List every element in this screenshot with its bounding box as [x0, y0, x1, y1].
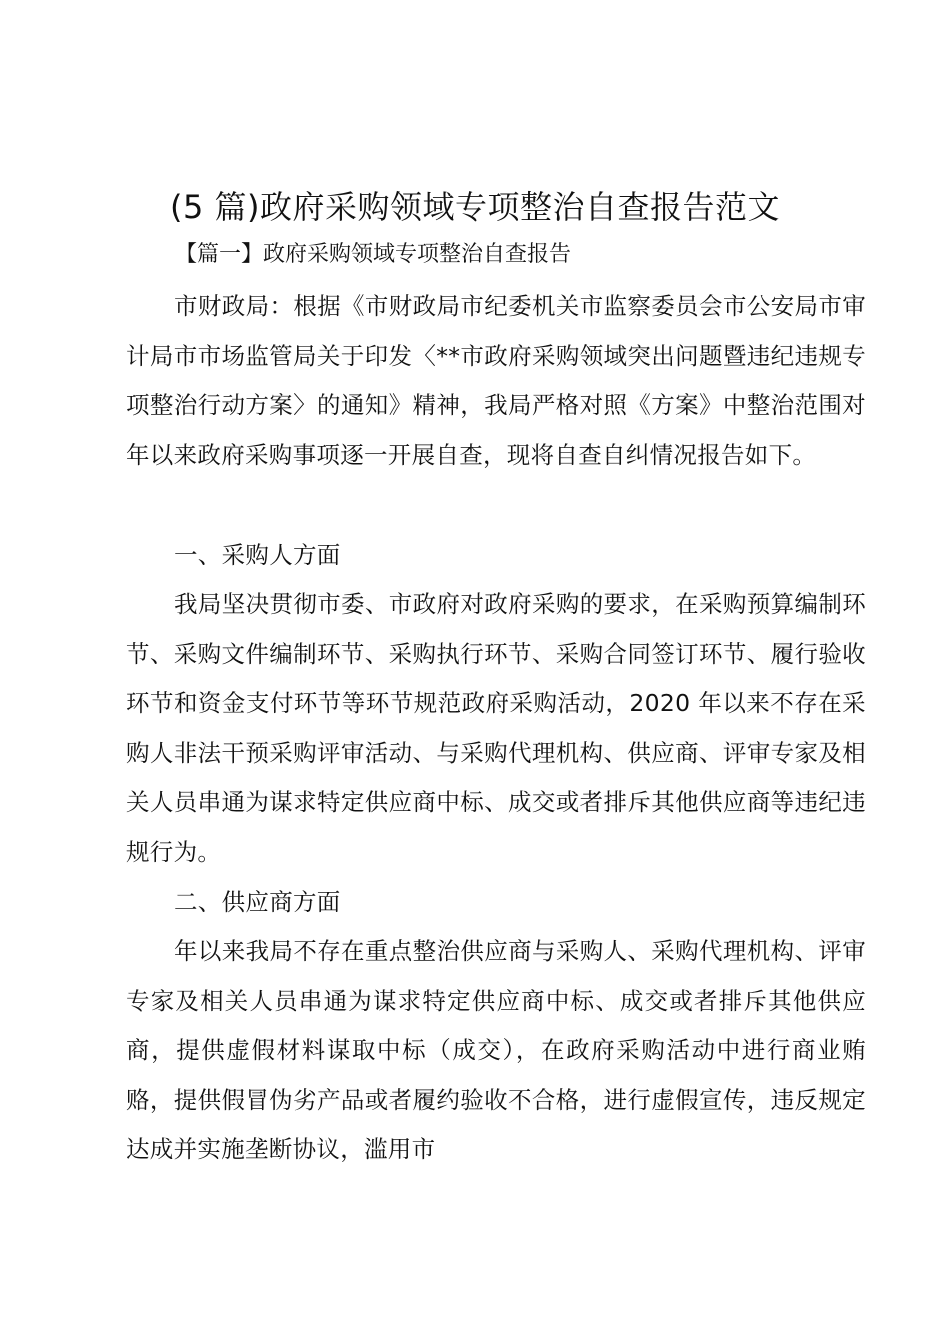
document-title: (5 篇)政府采购领域专项整治自查报告范文: [169, 188, 780, 226]
paragraph-purchaser: 我局坚决贯彻市委、市政府对政府采购的要求，在采购预算编制环节、采购文件编制环节、采购执行环节、采购合同签订环节、履行验收环节和资金支付环节等环节规范政府采购活动，2020 年以来不存在采购人非法干预采购评审活动、与采购代理机构、供应商、评审专家及相关人员串通为谋求特定供应商中标、成交或者排斥其他供应商等违纪违规行为。: [126, 590, 866, 866]
heading-purchaser: 一、采购人方面: [174, 541, 341, 569]
section-title: 【篇一】政府采购领域专项整治自查报告: [175, 242, 572, 267]
paragraph-intro: 市财政局：根据《市财政局市纪委机关市监察委员会市公安局市审计局市市场监管局关于印发〈**市政府采购领域突出问题暨违纪违规专项整治行动方案〉的通知》精神，我局严格对照《方案》中整治范围对年以来政府采购事项逐一开展自查，现将自查自纠情况报告如下。: [126, 292, 866, 469]
paragraph-supplier: 年以来我局不存在重点整治供应商与采购人、采购代理机构、评审专家及相关人员串通为谋求特定供应商中标、成交或者排斥其他供应商，提供虚假材料谋取中标（成交），在政府采购活动中进行商业贿赂，提供假冒伪劣产品或者履约验收不合格，进行虚假宣传，违反规定达成并实施垄断协议，滥用市: [126, 937, 866, 1164]
heading-supplier: 二、供应商方面: [174, 888, 341, 916]
